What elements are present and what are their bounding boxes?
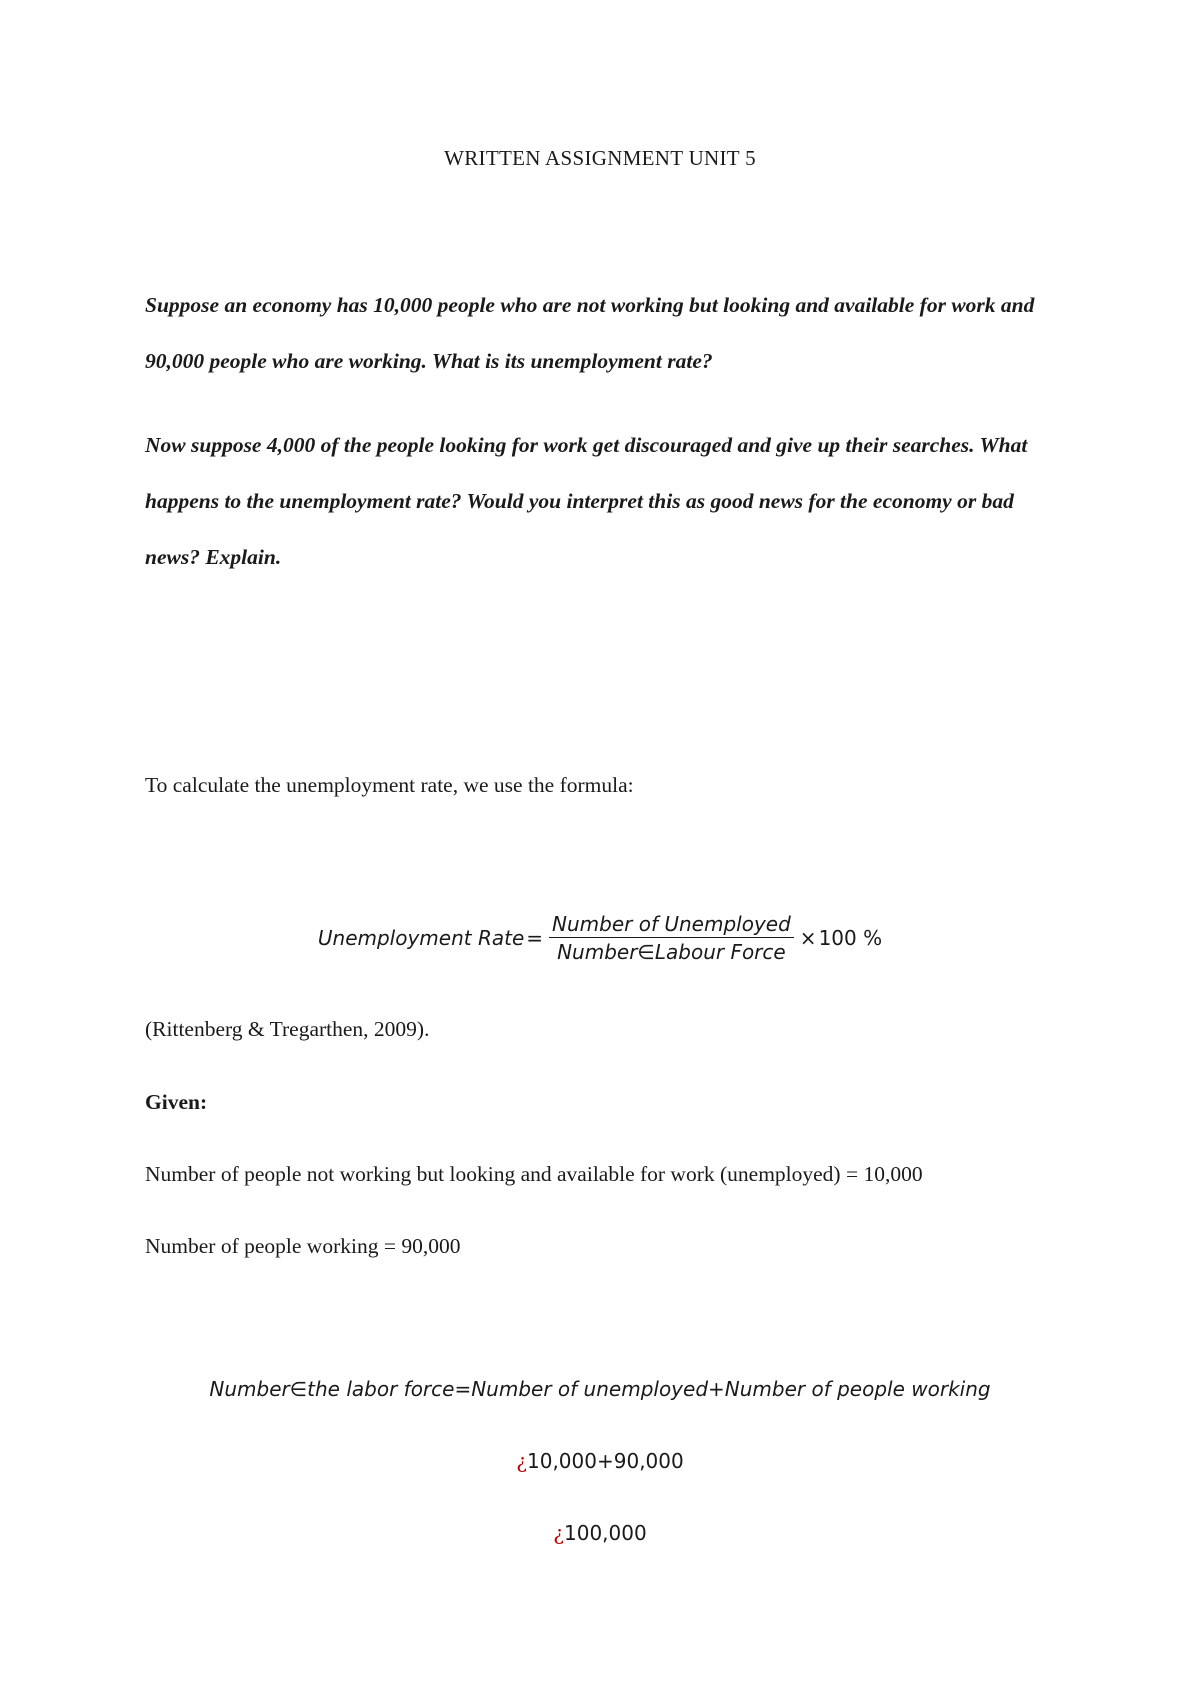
formula-intro-text: To calculate the unemployment rate, we use the formula: [145, 773, 634, 797]
given-item-working: Number of people working = 90,000 [145, 1234, 461, 1258]
question-paragraph-1: Suppose an economy has 10,000 people who are not working but looking and available for work and 90,000 people who are working. What is its unemployment rate? [145, 293, 1035, 373]
step-1-glyph: ¿ [516, 1449, 527, 1473]
formula-denominator: Number∈Labour Force [557, 940, 786, 964]
formula-lhs: Unemployment Rate [317, 926, 525, 950]
page-title: WRITTEN ASSIGNMENT UNIT 5 [444, 146, 756, 170]
question-paragraph-2: Now suppose 4,000 of the people looking for work get discouraged and give up their searches. What happens to the unemployment rate? Would you interpret this as good news for the economy or bad news? Explain. [145, 433, 1028, 569]
step-2-expression: 100,000 [564, 1521, 647, 1545]
formula-times: × [799, 926, 817, 950]
formula-numerator: Number of Unemployed [549, 912, 794, 938]
step-1-expression: 10,000+90,000 [527, 1449, 684, 1473]
calculation-step-2 [0, 1521, 1200, 1545]
formula-fraction [549, 912, 794, 964]
calculation-step-1 [0, 1449, 1200, 1473]
unemployment-rate-formula [0, 912, 1200, 964]
step-2-glyph: ¿ [553, 1521, 564, 1545]
labor-force-equation: Number∈the labor force=Number of unemployed+Number of people working [209, 1377, 991, 1401]
formula-multiplier: 100 % [818, 926, 883, 950]
formula-equals: = [526, 926, 544, 950]
given-heading: Given: [145, 1090, 208, 1114]
given-item-unemployed: Number of people not working but looking and available for work (unemployed) = 10,000 [145, 1162, 923, 1186]
citation: (Rittenberg & Tregarthen, 2009). [145, 1017, 430, 1041]
